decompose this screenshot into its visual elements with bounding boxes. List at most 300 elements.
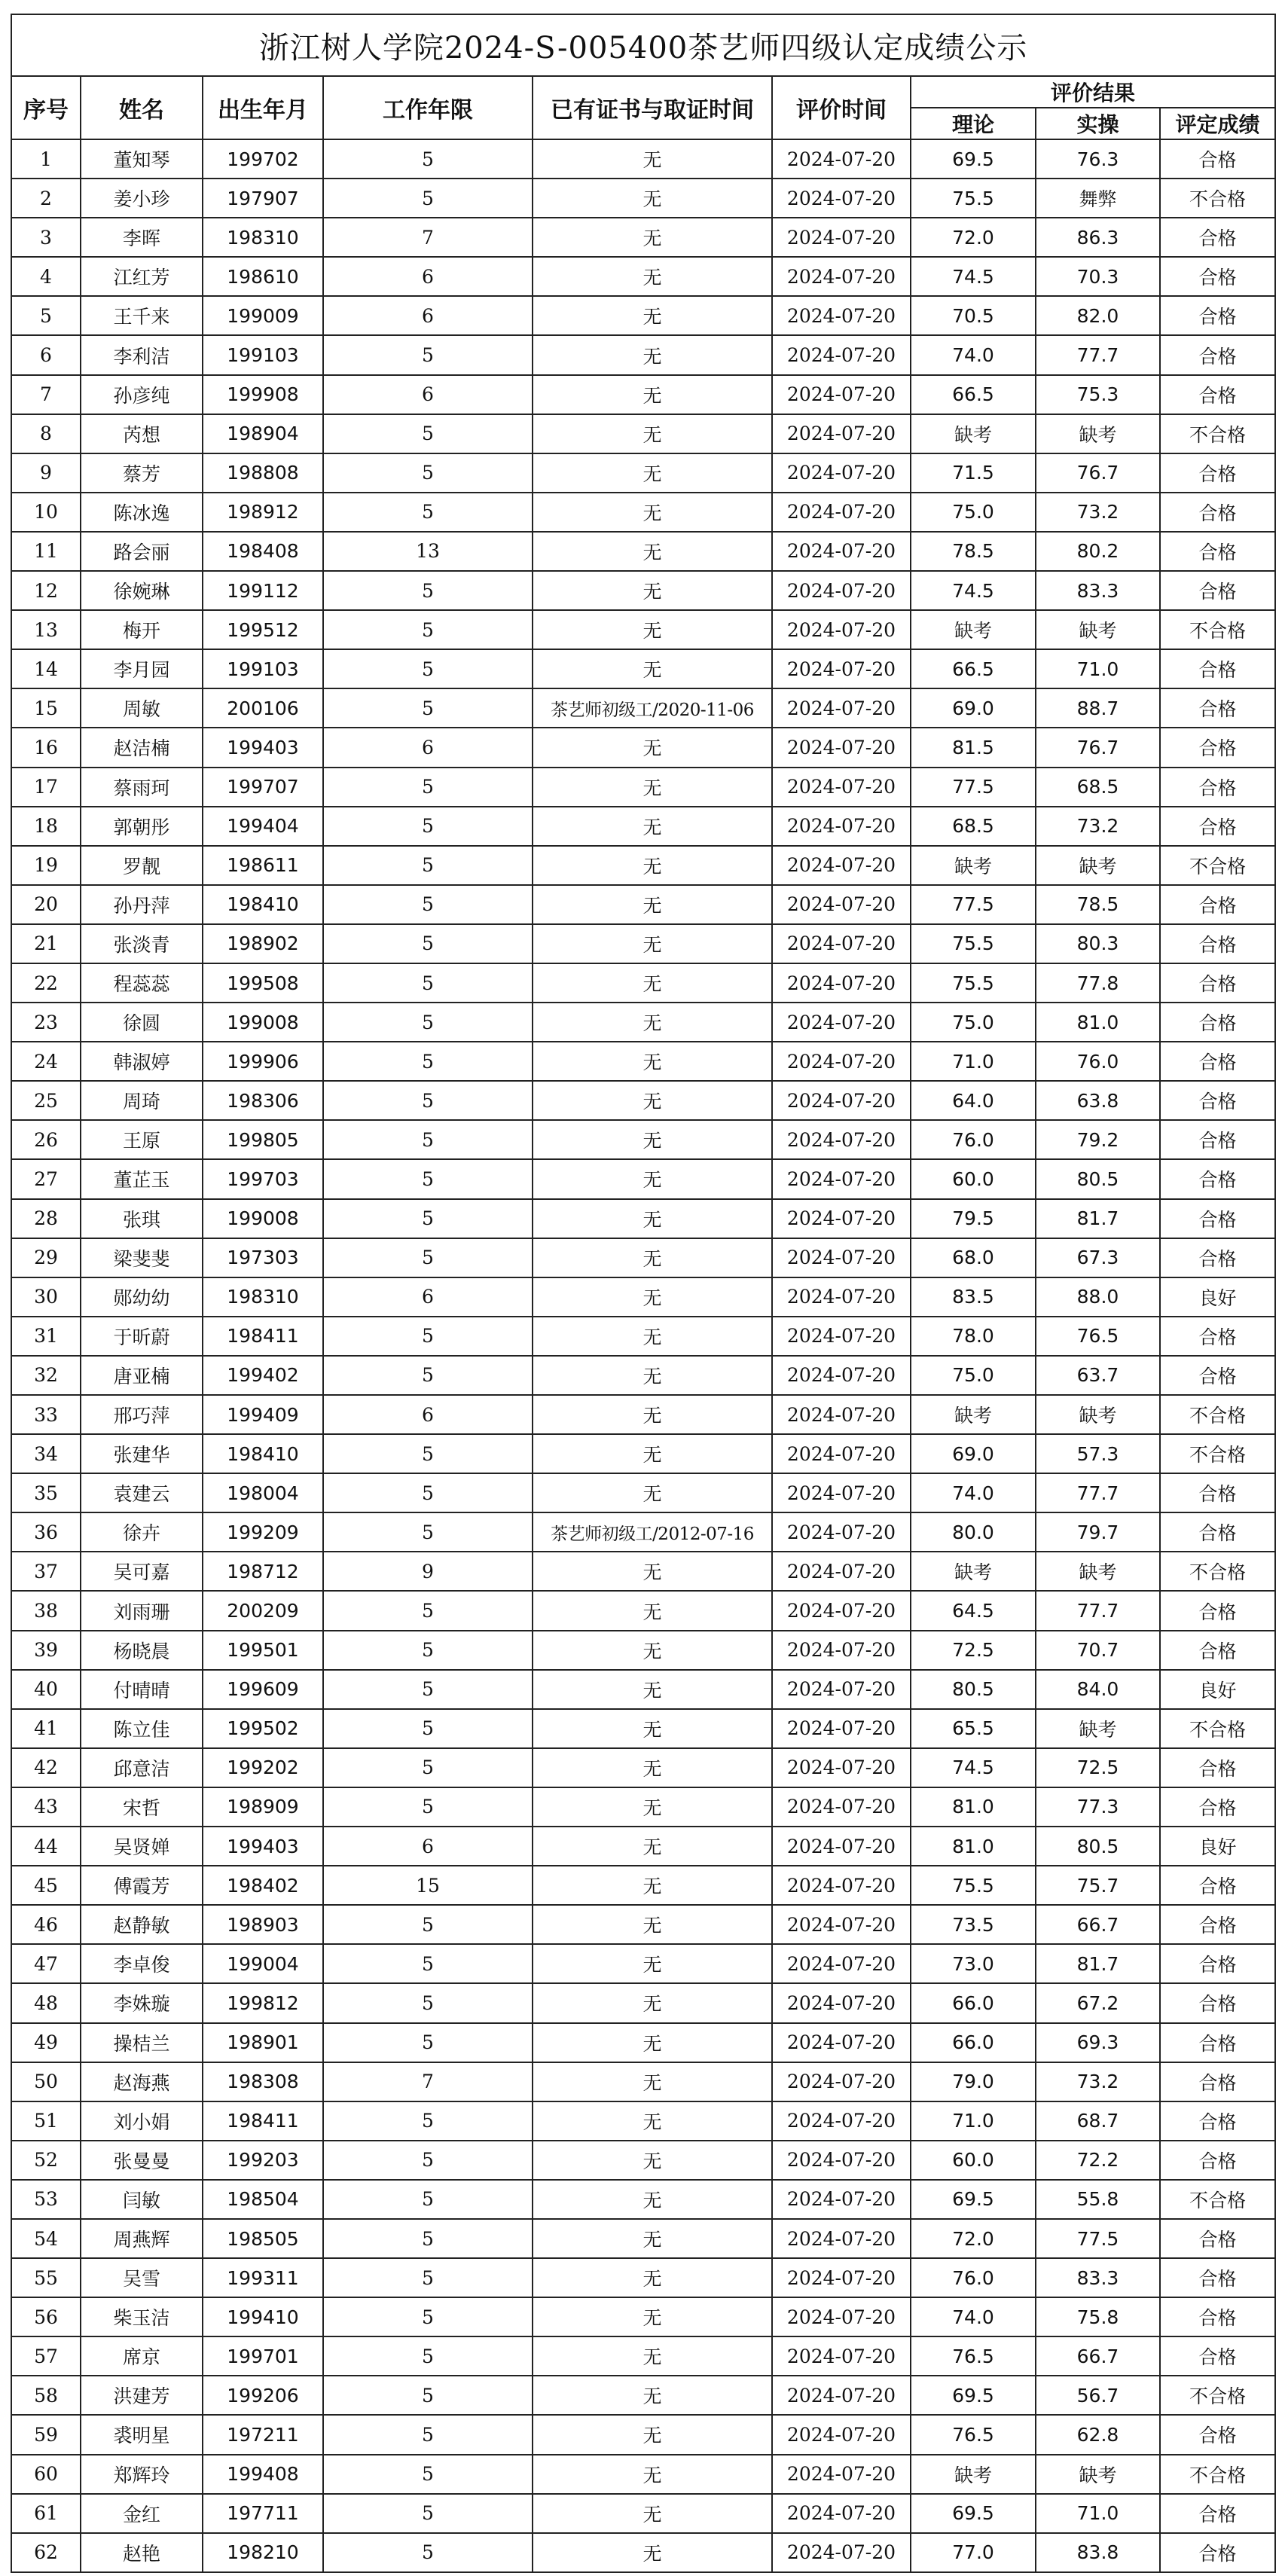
cert-cell: 茶艺师初级工/2012-07-16 xyxy=(533,1512,772,1552)
final-result-cell: 合格 xyxy=(1160,1591,1275,1630)
years-cell: 5 xyxy=(323,1944,533,1983)
years-cell: 5 xyxy=(323,1317,533,1356)
birth-cell: 198808 xyxy=(203,453,323,493)
name-cell: 吴可嘉 xyxy=(81,1552,203,1591)
eval-date-cell: 2024-07-20 xyxy=(772,1081,911,1120)
theory-score-cell: 76.5 xyxy=(911,2415,1036,2454)
table-row xyxy=(11,493,1275,532)
years-cell: 5 xyxy=(323,2455,533,2494)
serial-cell: 39 xyxy=(11,1631,81,1670)
cert-cell: 无 xyxy=(533,1787,772,1827)
serial-cell: 24 xyxy=(11,1042,81,1081)
eval-date-cell: 2024-07-20 xyxy=(772,1238,911,1277)
theory-score-cell: 74.0 xyxy=(911,1473,1036,1512)
table-row xyxy=(11,1905,1275,1944)
serial-cell: 60 xyxy=(11,2455,81,2494)
final-result-cell: 合格 xyxy=(1160,2297,1275,2336)
theory-score-cell: 74.0 xyxy=(911,2297,1036,2336)
theory-score-cell: 66.0 xyxy=(911,1983,1036,2022)
final-result-cell: 合格 xyxy=(1160,218,1275,257)
table-row xyxy=(11,1199,1275,1238)
years-cell: 5 xyxy=(323,2101,533,2141)
years-cell: 5 xyxy=(323,571,533,610)
name-cell: 刘小娟 xyxy=(81,2101,203,2141)
table-row xyxy=(11,610,1275,649)
cert-cell: 无 xyxy=(533,179,772,218)
table-row xyxy=(11,1670,1275,1709)
results-document xyxy=(11,14,1274,2573)
practice-score-cell: 76.0 xyxy=(1036,1042,1160,1081)
name-cell: 赵艳 xyxy=(81,2533,203,2572)
eval-date-cell: 2024-07-20 xyxy=(772,257,911,296)
years-cell: 6 xyxy=(323,1395,533,1434)
birth-cell: 198410 xyxy=(203,885,323,924)
years-cell: 5 xyxy=(323,335,533,374)
theory-score-cell: 69.5 xyxy=(911,2494,1036,2533)
practice-score-cell: 缺考 xyxy=(1036,414,1160,453)
theory-score-cell: 71.0 xyxy=(911,1042,1036,1081)
name-cell: 陈冰逸 xyxy=(81,493,203,532)
cert-cell: 无 xyxy=(533,807,772,846)
cert-cell: 无 xyxy=(533,1670,772,1709)
serial-cell: 34 xyxy=(11,1434,81,1473)
years-cell: 15 xyxy=(323,1866,533,1905)
serial-cell: 53 xyxy=(11,2180,81,2219)
eval-date-cell: 2024-07-20 xyxy=(772,532,911,571)
serial-cell: 29 xyxy=(11,1238,81,1277)
cert-cell: 无 xyxy=(533,2297,772,2336)
final-result-cell: 合格 xyxy=(1160,493,1275,532)
name-cell: 邢巧萍 xyxy=(81,1395,203,1434)
final-result-cell: 合格 xyxy=(1160,2219,1275,2258)
practice-score-cell: 缺考 xyxy=(1036,1395,1160,1434)
birth-cell: 199203 xyxy=(203,2141,323,2180)
practice-score-cell: 77.7 xyxy=(1036,335,1160,374)
cert-cell: 无 xyxy=(533,1120,772,1159)
years-cell: 5 xyxy=(323,1081,533,1120)
name-cell: 刘雨珊 xyxy=(81,1591,203,1630)
years-cell: 5 xyxy=(323,2494,533,2533)
practice-score-cell: 76.5 xyxy=(1036,1317,1160,1356)
table-row xyxy=(11,296,1275,335)
table-row xyxy=(11,257,1275,296)
birth-cell: 198411 xyxy=(203,1317,323,1356)
name-cell: 徐圆 xyxy=(81,1003,203,1042)
final-result-cell: 合格 xyxy=(1160,571,1275,610)
birth-cell: 198402 xyxy=(203,1866,323,1905)
table-row xyxy=(11,1944,1275,1983)
practice-score-cell: 77.7 xyxy=(1036,1591,1160,1630)
table-row xyxy=(11,179,1275,218)
serial-cell: 21 xyxy=(11,924,81,963)
practice-score-cell: 55.8 xyxy=(1036,2180,1160,2219)
eval-date-cell: 2024-07-20 xyxy=(772,453,911,493)
serial-cell: 17 xyxy=(11,768,81,807)
theory-score-cell: 66.5 xyxy=(911,375,1036,414)
eval-date-cell: 2024-07-20 xyxy=(772,2336,911,2376)
serial-cell: 7 xyxy=(11,375,81,414)
table-row xyxy=(11,218,1275,257)
years-cell: 5 xyxy=(323,414,533,453)
table-row xyxy=(11,139,1275,179)
final-result-cell: 不合格 xyxy=(1160,2455,1275,2494)
theory-score-cell: 71.5 xyxy=(911,453,1036,493)
serial-cell: 30 xyxy=(11,1277,81,1317)
cert-cell: 无 xyxy=(533,1591,772,1630)
serial-cell: 9 xyxy=(11,453,81,493)
final-result-cell: 合格 xyxy=(1160,1944,1275,1983)
serial-cell: 3 xyxy=(11,218,81,257)
serial-cell: 47 xyxy=(11,1944,81,1983)
name-cell: 宋哲 xyxy=(81,1787,203,1827)
years-cell: 5 xyxy=(323,1120,533,1159)
birth-cell: 198903 xyxy=(203,1905,323,1944)
header-final: 评定成绩 xyxy=(1160,108,1275,139)
table-row xyxy=(11,807,1275,846)
final-result-cell: 合格 xyxy=(1160,1748,1275,1787)
practice-score-cell: 75.3 xyxy=(1036,375,1160,414)
theory-score-cell: 75.5 xyxy=(911,924,1036,963)
eval-date-cell: 2024-07-20 xyxy=(772,688,911,728)
table-row xyxy=(11,571,1275,610)
eval-date-cell: 2024-07-20 xyxy=(772,1473,911,1512)
table-row xyxy=(11,1512,1275,1552)
birth-cell: 198411 xyxy=(203,2101,323,2141)
cert-cell: 无 xyxy=(533,2415,772,2454)
serial-cell: 28 xyxy=(11,1199,81,1238)
serial-cell: 23 xyxy=(11,1003,81,1042)
birth-cell: 197711 xyxy=(203,2494,323,2533)
final-result-cell: 合格 xyxy=(1160,2258,1275,2297)
name-cell: 郧幼幼 xyxy=(81,1277,203,1317)
years-cell: 5 xyxy=(323,1709,533,1748)
practice-score-cell: 78.5 xyxy=(1036,885,1160,924)
name-cell: 李月园 xyxy=(81,649,203,688)
name-cell: 操桔兰 xyxy=(81,2023,203,2062)
cert-cell: 无 xyxy=(533,649,772,688)
theory-score-cell: 66.5 xyxy=(911,649,1036,688)
serial-cell: 16 xyxy=(11,728,81,767)
years-cell: 7 xyxy=(323,218,533,257)
table-row xyxy=(11,2219,1275,2258)
table-row xyxy=(11,1473,1275,1512)
years-cell: 13 xyxy=(323,532,533,571)
birth-cell: 198912 xyxy=(203,493,323,532)
cert-cell: 无 xyxy=(533,2494,772,2533)
serial-cell: 26 xyxy=(11,1120,81,1159)
final-result-cell: 合格 xyxy=(1160,1787,1275,1827)
cert-cell: 无 xyxy=(533,1473,772,1512)
years-cell: 5 xyxy=(323,1434,533,1473)
years-cell: 5 xyxy=(323,2258,533,2297)
table-row xyxy=(11,1238,1275,1277)
theory-score-cell: 缺考 xyxy=(911,1552,1036,1591)
eval-date-cell: 2024-07-20 xyxy=(772,2219,911,2258)
birth-cell: 199202 xyxy=(203,1748,323,1787)
eval-date-cell: 2024-07-20 xyxy=(772,1591,911,1630)
birth-cell: 198210 xyxy=(203,2533,323,2572)
years-cell: 5 xyxy=(323,1631,533,1670)
years-cell: 5 xyxy=(323,885,533,924)
final-result-cell: 合格 xyxy=(1160,688,1275,728)
birth-cell: 199512 xyxy=(203,610,323,649)
final-result-cell: 不合格 xyxy=(1160,846,1275,885)
theory-score-cell: 73.0 xyxy=(911,1944,1036,1983)
table-row xyxy=(11,1866,1275,1905)
name-cell: 江红芳 xyxy=(81,257,203,296)
cert-cell: 无 xyxy=(533,571,772,610)
birth-cell: 199403 xyxy=(203,728,323,767)
practice-score-cell: 88.7 xyxy=(1036,688,1160,728)
years-cell: 7 xyxy=(323,2062,533,2101)
eval-date-cell: 2024-07-20 xyxy=(772,2101,911,2141)
serial-cell: 15 xyxy=(11,688,81,728)
name-cell: 罗靓 xyxy=(81,846,203,885)
table-row xyxy=(11,2533,1275,2572)
birth-cell: 199008 xyxy=(203,1199,323,1238)
name-cell: 徐婉琳 xyxy=(81,571,203,610)
practice-score-cell: 70.3 xyxy=(1036,257,1160,296)
eval-date-cell: 2024-07-20 xyxy=(772,1709,911,1748)
practice-score-cell: 缺考 xyxy=(1036,1552,1160,1591)
name-cell: 程蕊蕊 xyxy=(81,963,203,1003)
years-cell: 6 xyxy=(323,1277,533,1317)
birth-cell: 199209 xyxy=(203,1512,323,1552)
eval-date-cell: 2024-07-20 xyxy=(772,2494,911,2533)
birth-cell: 199609 xyxy=(203,1670,323,1709)
cert-cell: 无 xyxy=(533,2376,772,2415)
eval-date-cell: 2024-07-20 xyxy=(772,2415,911,2454)
serial-cell: 35 xyxy=(11,1473,81,1512)
theory-score-cell: 76.5 xyxy=(911,2336,1036,2376)
name-cell: 孙彦纯 xyxy=(81,375,203,414)
eval-date-cell: 2024-07-20 xyxy=(772,1631,911,1670)
name-cell: 袁建云 xyxy=(81,1473,203,1512)
serial-cell: 55 xyxy=(11,2258,81,2297)
theory-score-cell: 69.5 xyxy=(911,2376,1036,2415)
birth-cell: 199702 xyxy=(203,139,323,179)
eval-date-cell: 2024-07-20 xyxy=(772,885,911,924)
eval-date-cell: 2024-07-20 xyxy=(772,2023,911,2062)
cert-cell: 无 xyxy=(533,139,772,179)
serial-cell: 62 xyxy=(11,2533,81,2572)
birth-cell: 198308 xyxy=(203,2062,323,2101)
serial-cell: 1 xyxy=(11,139,81,179)
birth-cell: 199404 xyxy=(203,807,323,846)
table-row xyxy=(11,2023,1275,2062)
name-cell: 席京 xyxy=(81,2336,203,2376)
practice-score-cell: 76.7 xyxy=(1036,453,1160,493)
table-row xyxy=(11,1983,1275,2022)
years-cell: 5 xyxy=(323,2180,533,2219)
theory-score-cell: 缺考 xyxy=(911,414,1036,453)
practice-score-cell: 86.3 xyxy=(1036,218,1160,257)
name-cell: 傅霞芳 xyxy=(81,1866,203,1905)
name-cell: 郭朝彤 xyxy=(81,807,203,846)
cert-cell: 无 xyxy=(533,1238,772,1277)
table-row xyxy=(11,846,1275,885)
years-cell: 5 xyxy=(323,2297,533,2336)
cert-cell: 无 xyxy=(533,1081,772,1120)
theory-score-cell: 77.5 xyxy=(911,768,1036,807)
name-cell: 王原 xyxy=(81,1120,203,1159)
practice-score-cell: 73.2 xyxy=(1036,2062,1160,2101)
name-cell: 吴雪 xyxy=(81,2258,203,2297)
eval-date-cell: 2024-07-20 xyxy=(772,610,911,649)
eval-date-cell: 2024-07-20 xyxy=(772,1042,911,1081)
final-result-cell: 合格 xyxy=(1160,649,1275,688)
results-table xyxy=(11,14,1276,2573)
years-cell: 5 xyxy=(323,139,533,179)
theory-score-cell: 83.5 xyxy=(911,1277,1036,1317)
birth-cell: 199103 xyxy=(203,649,323,688)
final-result-cell: 合格 xyxy=(1160,1905,1275,1944)
final-result-cell: 不合格 xyxy=(1160,179,1275,218)
name-cell: 蔡雨珂 xyxy=(81,768,203,807)
cert-cell: 无 xyxy=(533,1356,772,1395)
final-result-cell: 合格 xyxy=(1160,1631,1275,1670)
practice-score-cell: 67.3 xyxy=(1036,1238,1160,1277)
theory-score-cell: 75.5 xyxy=(911,1866,1036,1905)
table-body xyxy=(11,139,1275,2572)
name-cell: 赵静敏 xyxy=(81,1905,203,1944)
eval-date-cell: 2024-07-20 xyxy=(772,1944,911,1983)
name-cell: 李姝璇 xyxy=(81,1983,203,2022)
birth-cell: 198504 xyxy=(203,2180,323,2219)
practice-score-cell: 76.3 xyxy=(1036,139,1160,179)
practice-score-cell: 77.5 xyxy=(1036,2219,1160,2258)
table-row xyxy=(11,2415,1275,2454)
name-cell: 邱意洁 xyxy=(81,1748,203,1787)
cert-cell: 无 xyxy=(533,963,772,1003)
cert-cell: 无 xyxy=(533,2101,772,2141)
name-cell: 杨晓晨 xyxy=(81,1631,203,1670)
final-result-cell: 良好 xyxy=(1160,1670,1275,1709)
cert-cell: 无 xyxy=(533,728,772,767)
years-cell: 5 xyxy=(323,2376,533,2415)
eval-date-cell: 2024-07-20 xyxy=(772,335,911,374)
name-cell: 韩淑婷 xyxy=(81,1042,203,1081)
final-result-cell: 合格 xyxy=(1160,139,1275,179)
years-cell: 5 xyxy=(323,1159,533,1198)
cert-cell: 无 xyxy=(533,1317,772,1356)
eval-date-cell: 2024-07-20 xyxy=(772,1670,911,1709)
birth-cell: 199409 xyxy=(203,1395,323,1434)
eval-date-cell: 2024-07-20 xyxy=(772,1277,911,1317)
practice-score-cell: 83.3 xyxy=(1036,571,1160,610)
name-cell: 赵洁楠 xyxy=(81,728,203,767)
name-cell: 王千来 xyxy=(81,296,203,335)
practice-score-cell: 72.5 xyxy=(1036,1748,1160,1787)
final-result-cell: 合格 xyxy=(1160,1512,1275,1552)
final-result-cell: 合格 xyxy=(1160,963,1275,1003)
eval-date-cell: 2024-07-20 xyxy=(772,2141,911,2180)
practice-score-cell: 56.7 xyxy=(1036,2376,1160,2415)
years-cell: 5 xyxy=(323,2415,533,2454)
name-cell: 孙丹萍 xyxy=(81,885,203,924)
name-cell: 唐亚楠 xyxy=(81,1356,203,1395)
practice-score-cell: 71.0 xyxy=(1036,649,1160,688)
practice-score-cell: 83.8 xyxy=(1036,2533,1160,2572)
cert-cell: 无 xyxy=(533,453,772,493)
eval-date-cell: 2024-07-20 xyxy=(772,2258,911,2297)
theory-score-cell: 60.0 xyxy=(911,2141,1036,2180)
birth-cell: 199112 xyxy=(203,571,323,610)
serial-cell: 25 xyxy=(11,1081,81,1120)
final-result-cell: 合格 xyxy=(1160,335,1275,374)
final-result-cell: 合格 xyxy=(1160,1356,1275,1395)
serial-cell: 8 xyxy=(11,414,81,453)
eval-date-cell: 2024-07-20 xyxy=(772,571,911,610)
eval-date-cell: 2024-07-20 xyxy=(772,2376,911,2415)
theory-score-cell: 74.5 xyxy=(911,571,1036,610)
birth-cell: 199508 xyxy=(203,963,323,1003)
years-cell: 5 xyxy=(323,1512,533,1552)
table-row xyxy=(11,335,1275,374)
practice-score-cell: 81.0 xyxy=(1036,1003,1160,1042)
serial-cell: 58 xyxy=(11,2376,81,2415)
practice-score-cell: 66.7 xyxy=(1036,1905,1160,1944)
birth-cell: 199701 xyxy=(203,2336,323,2376)
practice-score-cell: 75.8 xyxy=(1036,2297,1160,2336)
eval-date-cell: 2024-07-20 xyxy=(772,1356,911,1395)
serial-cell: 19 xyxy=(11,846,81,885)
serial-cell: 12 xyxy=(11,571,81,610)
eval-date-cell: 2024-07-20 xyxy=(772,1434,911,1473)
cert-cell: 无 xyxy=(533,2258,772,2297)
cert-cell: 无 xyxy=(533,1944,772,1983)
final-result-cell: 合格 xyxy=(1160,1473,1275,1512)
practice-score-cell: 77.7 xyxy=(1036,1473,1160,1512)
cert-cell: 无 xyxy=(533,1552,772,1591)
years-cell: 6 xyxy=(323,296,533,335)
practice-score-cell: 68.7 xyxy=(1036,2101,1160,2141)
table-row xyxy=(11,1631,1275,1670)
theory-score-cell: 66.0 xyxy=(911,2023,1036,2062)
theory-score-cell: 69.0 xyxy=(911,1434,1036,1473)
final-result-cell: 不合格 xyxy=(1160,1434,1275,1473)
table-row xyxy=(11,885,1275,924)
name-cell: 芮想 xyxy=(81,414,203,453)
practice-score-cell: 68.5 xyxy=(1036,768,1160,807)
theory-score-cell: 74.5 xyxy=(911,257,1036,296)
practice-score-cell: 67.2 xyxy=(1036,1983,1160,2022)
cert-cell: 无 xyxy=(533,1003,772,1042)
final-result-cell: 合格 xyxy=(1160,1120,1275,1159)
final-result-cell: 不合格 xyxy=(1160,1709,1275,1748)
table-row xyxy=(11,2297,1275,2336)
final-result-cell: 合格 xyxy=(1160,2101,1275,2141)
birth-cell: 199408 xyxy=(203,2455,323,2494)
eval-date-cell: 2024-07-20 xyxy=(772,139,911,179)
theory-score-cell: 69.5 xyxy=(911,139,1036,179)
final-result-cell: 合格 xyxy=(1160,2494,1275,2533)
practice-score-cell: 80.2 xyxy=(1036,532,1160,571)
cert-cell: 无 xyxy=(533,257,772,296)
years-cell: 5 xyxy=(323,453,533,493)
serial-cell: 49 xyxy=(11,2023,81,2062)
name-cell: 周敏 xyxy=(81,688,203,728)
serial-cell: 52 xyxy=(11,2141,81,2180)
eval-date-cell: 2024-07-20 xyxy=(772,768,911,807)
name-cell: 赵海燕 xyxy=(81,2062,203,2101)
practice-score-cell: 缺考 xyxy=(1036,1709,1160,1748)
birth-cell: 199908 xyxy=(203,375,323,414)
theory-score-cell: 80.5 xyxy=(911,1670,1036,1709)
birth-cell: 200106 xyxy=(203,688,323,728)
theory-score-cell: 75.0 xyxy=(911,493,1036,532)
eval-date-cell: 2024-07-20 xyxy=(772,296,911,335)
